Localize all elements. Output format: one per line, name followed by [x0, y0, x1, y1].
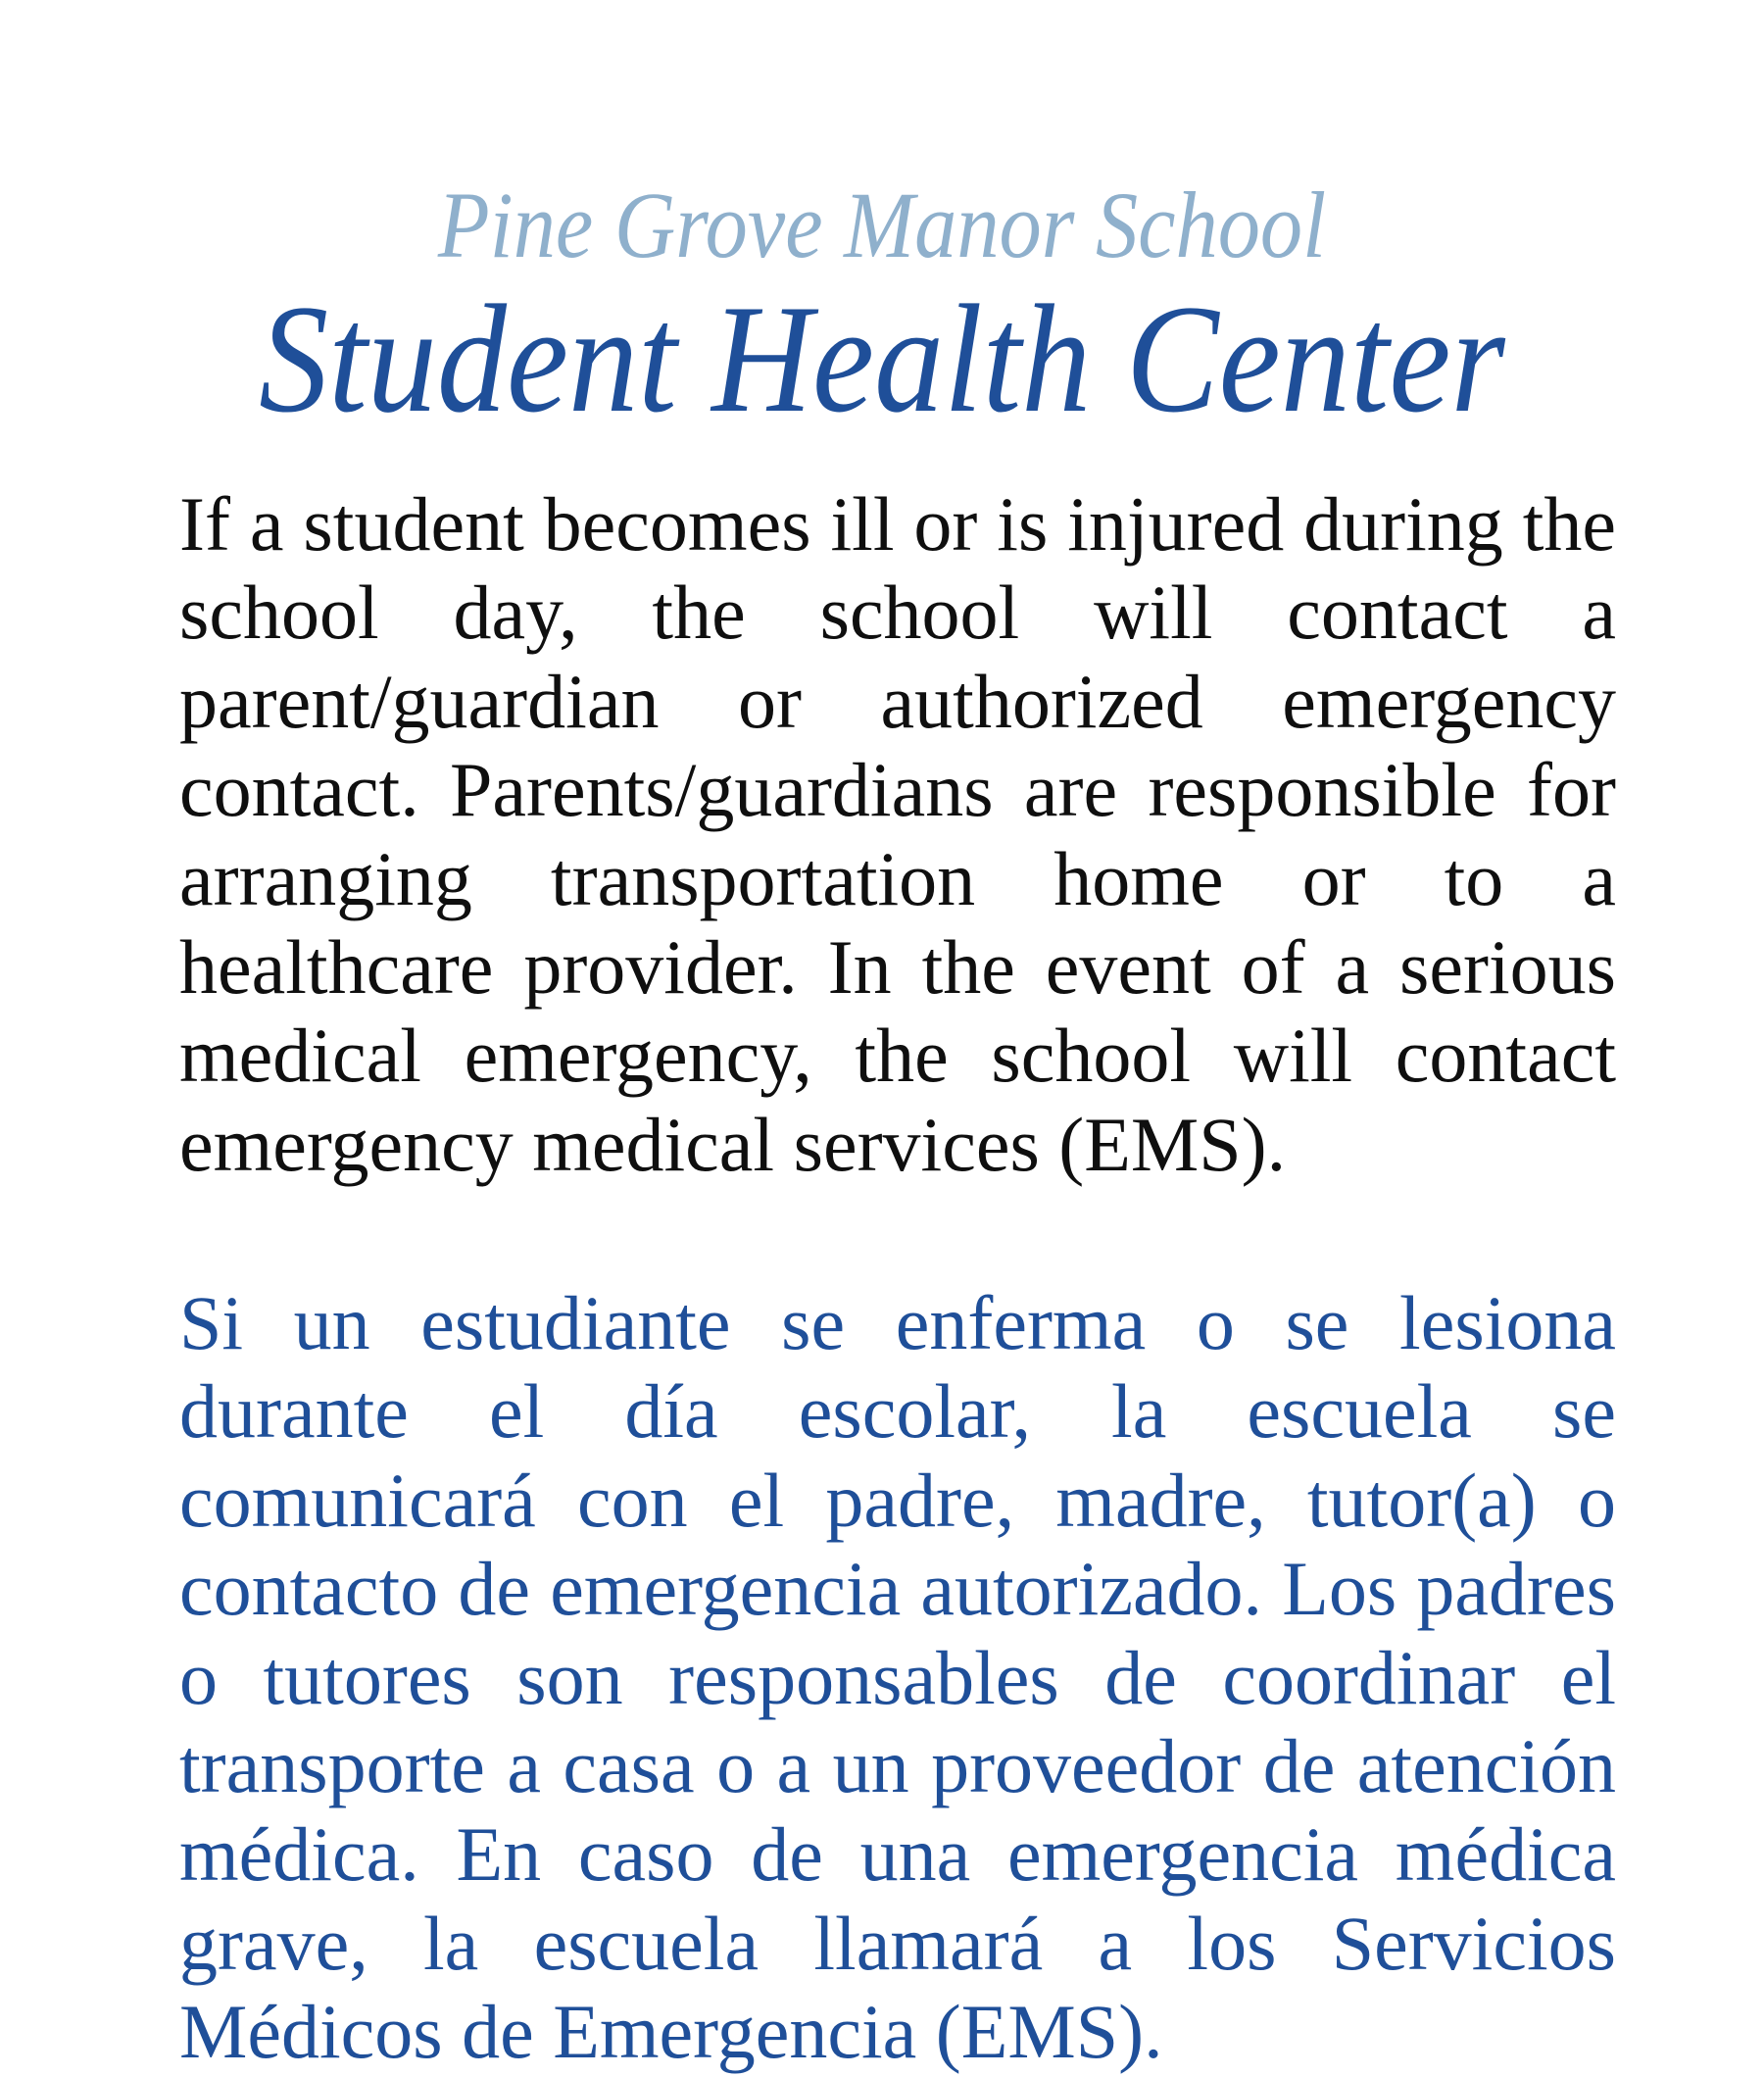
spanish-policy-paragraph: Si un estudiante se enferma o se lesiona durante el día escolar, la escuela se comunicará con el padre, madre, tutor(a) o contacto de emergencia autorizado. Los padres o tutores son responsables de coordinar el transporte a casa o a un proveedor de atención médica. En caso de una emergencia médica grave, la escuela llamará a los Servicios Médicos de Emergencia (EMS). — [179, 1280, 1616, 2075]
school-name: Pine Grove Manor School — [437, 173, 1327, 277]
english-policy-paragraph: If a student becomes ill or is injured during the school day, the school will contact a parent/guardian or authorized emergency contact. Parents/guardians are responsible for arranging transportation home or to a healthcare provider. In the event of a serious medical emergency, the school will contact emergency medical services (EMS). — [179, 481, 1616, 1187]
page-title: Student Health Center — [259, 273, 1505, 445]
